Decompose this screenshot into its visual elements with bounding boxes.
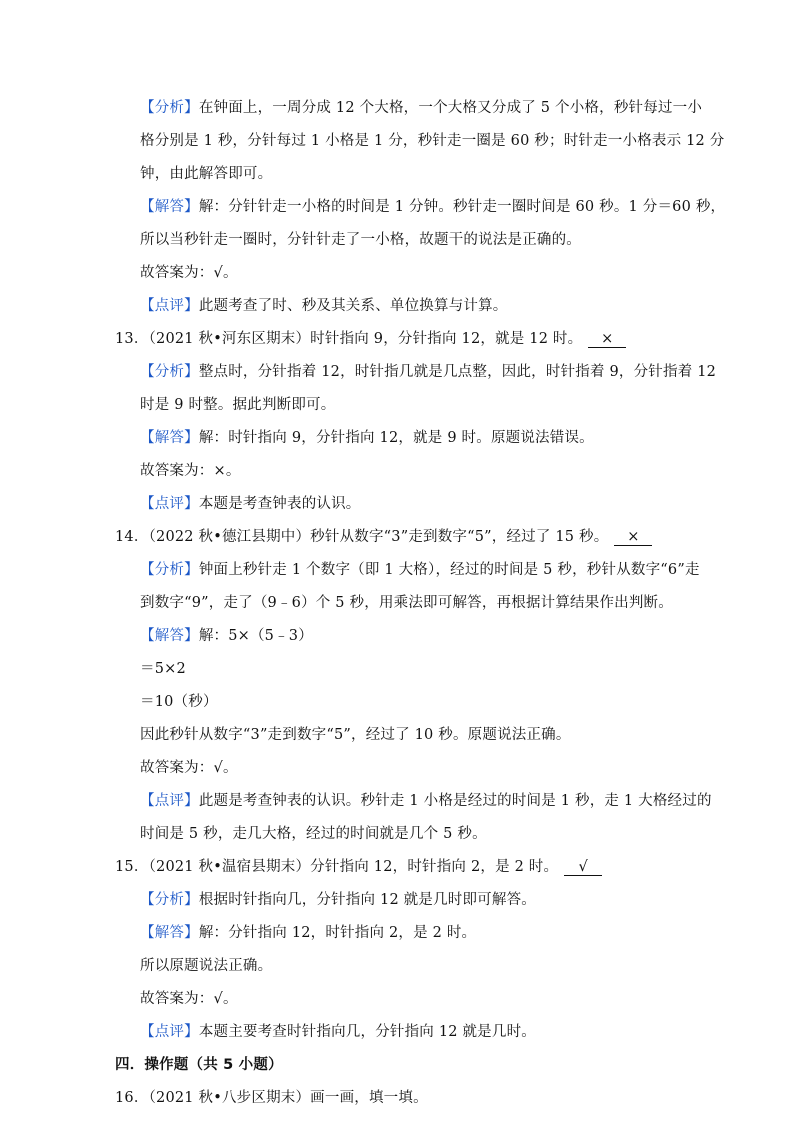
q14-calc-line-2: ＝5×2	[140, 661, 186, 677]
q12-solution-line-1: 【解答】解：分针针走一小格的时间是 1 分钟。秒针走一圈时间是 60 秒。1 分＝60 秒，	[140, 199, 726, 215]
q16-question: 16．（2021 秋•八步区期末）画一画，填一填。	[115, 1090, 428, 1106]
analysis-tag: 【分析】	[140, 562, 199, 578]
q15-solution-line-2: 所以原题说法正确。	[140, 958, 273, 974]
q12-analysis-line-1: 【分析】在钟面上，一周分成 12 个大格，一个大格又分成了 5 个小格，秒针每过一小	[140, 100, 703, 116]
q14-calc-line-4: 因此秒针从数字“3”走到数字“5”，经过了 10 秒。原题说法正确。	[140, 727, 571, 743]
q14-answer: 故答案为：√。	[140, 760, 238, 776]
q15-analysis-line-1: 【分析】根据时针指向几，分针指向 12 就是几时即可解答。	[140, 892, 536, 908]
solution-tag: 【解答】	[140, 430, 199, 446]
q15-question: 15．（2021 秋•温宿县期末）分针指向 12，时针指向 2，是 2 时。 √	[115, 857, 602, 877]
comment-tag: 【点评】	[140, 298, 199, 314]
q12-comment: 【点评】此题考查了时、秒及其关系、单位换算与计算。	[140, 298, 508, 314]
q14-solution-line-1: 【解答】解：5×（5﹣3）	[140, 628, 313, 644]
solution-tag: 【解答】	[140, 925, 199, 941]
q15-answer-blank: √	[564, 859, 602, 876]
section-4-heading: 四．操作题（共 5 小题）	[115, 1057, 283, 1073]
q14-analysis-line-1: 【分析】钟面上秒针走 1 个数字（即 1 大格），经过的时间是 5 秒，秒针从数字“6”走	[140, 562, 700, 578]
analysis-tag: 【分析】	[140, 364, 199, 380]
comment-tag: 【点评】	[140, 793, 199, 809]
q14-comment-line-1: 【点评】此题是考查钟表的认识。秒针走 1 小格是经过的时间是 1 秒，走 1 大格经过的	[140, 793, 712, 809]
solution-tag: 【解答】	[140, 199, 199, 215]
q15-answer: 故答案为：√。	[140, 991, 238, 1007]
q13-answer: 故答案为：×。	[140, 463, 241, 479]
analysis-tag: 【分析】	[140, 100, 199, 116]
q14-question: 14．（2022 秋•德江县期中）秒针从数字“3”走到数字“5”，经过了 15 秒。 ×	[115, 527, 652, 547]
q13-answer-blank: ×	[588, 331, 626, 348]
q14-analysis-line-2: 到数字“9”，走了（9﹣6）个 5 秒，用乘法即可解答，再根据计算结果作出判断。	[140, 595, 673, 611]
q13-question: 13．（2021 秋•河东区期末）时针指向 9，分针指向 12，就是 12 时。 ×	[115, 329, 626, 349]
q12-analysis-line-3: 钟，由此解答即可。	[140, 166, 273, 182]
q12-analysis-line-2: 格分别是 1 秒，分针每过 1 小格是 1 分，秒针走一圈是 60 秒；时针走一小格表示 12 分	[140, 133, 725, 149]
comment-tag: 【点评】	[140, 496, 199, 512]
solution-tag: 【解答】	[140, 628, 199, 644]
q12-solution-line-2: 所以当秒针走一圈时，分针针走了一小格，故题干的说法是正确的。	[140, 232, 581, 248]
q13-comment: 【点评】本题是考查钟表的认识。	[140, 496, 361, 512]
q14-comment-line-2: 时间是 5 秒，走几大格，经过的时间就是几个 5 秒。	[140, 826, 487, 842]
q13-solution-line-1: 【解答】解：时针指向 9，分针指向 12，就是 9 时。原题说法错误。	[140, 430, 594, 446]
q14-answer-blank: ×	[614, 529, 652, 546]
q13-analysis-line-1: 【分析】整点时，分针指着 12，时针指几就是几点整，因此，时针指着 9，分针指着 12	[140, 364, 717, 380]
comment-tag: 【点评】	[140, 1024, 199, 1040]
analysis-tag: 【分析】	[140, 892, 199, 908]
q15-solution-line-1: 【解答】解：分针指向 12，时针指向 2，是 2 时。	[140, 925, 477, 941]
q13-analysis-line-2: 时是 9 时整。据此判断即可。	[140, 397, 336, 413]
q14-calc-line-3: ＝10（秒）	[140, 694, 218, 710]
q12-answer: 故答案为：√。	[140, 265, 238, 281]
q15-comment: 【点评】本题主要考查时针指向几，分针指向 12 就是几时。	[140, 1024, 536, 1040]
